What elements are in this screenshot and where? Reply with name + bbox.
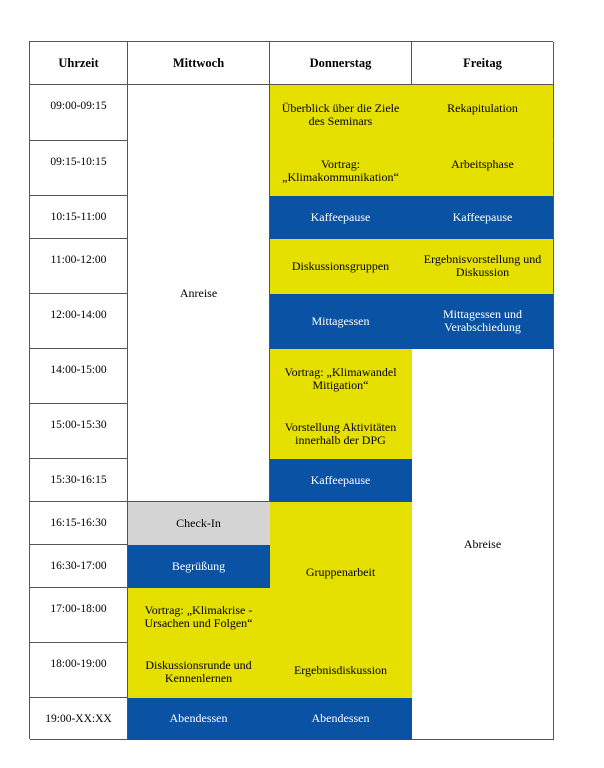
fri-rekapitulation: Rekapitulation xyxy=(412,85,554,141)
wed-check-in: Check-In xyxy=(128,502,270,545)
wed-abendessen: Abendessen xyxy=(128,698,270,740)
thu-kaffeepause-2: Kaffeepause xyxy=(270,459,412,502)
time-slot: 15:30-16:15 xyxy=(30,459,128,502)
time-slot: 16:30-17:00 xyxy=(30,545,128,588)
time-slot: 16:15-16:30 xyxy=(30,502,128,545)
wed-begruessung: Begrüßung xyxy=(128,545,270,588)
thu-gruppenarbeit: Gruppenarbeit xyxy=(270,502,412,643)
time-slot: 15:00-15:30 xyxy=(30,404,128,459)
wed-anreise: Anreise xyxy=(128,85,270,502)
wed-diskussionsrunde: Diskussionsrunde und Kennenlernen xyxy=(128,643,270,698)
thu-vorstellung-dpg: Vorstellung Aktivitäten innerhalb der DPG xyxy=(270,404,412,459)
header-thursday: Donnerstag xyxy=(270,42,412,85)
time-slot: 09:00-09:15 xyxy=(30,85,128,141)
time-slot: 12:00-14:00 xyxy=(30,294,128,349)
time-slot: 17:00-18:00 xyxy=(30,588,128,643)
time-slot: 14:00-15:00 xyxy=(30,349,128,404)
header-wednesday: Mittwoch xyxy=(128,42,270,85)
thu-ueberblick: Überblick über die Ziele des Seminars xyxy=(270,85,412,141)
wed-vortrag-klimakrise: Vortrag: „Klimakrise - Ursachen und Folgen“ xyxy=(128,588,270,643)
thu-abendessen: Abendessen xyxy=(270,698,412,740)
time-slot: 09:15-10:15 xyxy=(30,141,128,196)
fri-abreise: Abreise xyxy=(412,349,554,740)
fri-kaffeepause: Kaffeepause xyxy=(412,196,554,239)
time-slot: 19:00-XX:XX xyxy=(30,698,128,740)
time-slot: 10:15-11:00 xyxy=(30,196,128,239)
time-slot: 18:00-19:00 xyxy=(30,643,128,698)
schedule-table xyxy=(29,41,553,739)
thu-mittagessen: Mittagessen xyxy=(270,294,412,349)
fri-ergebnisvorstellung: Ergebnisvorstellung und Diskussion xyxy=(412,239,554,294)
thu-vortrag-mitigation: Vortrag: „Klimawandel Mitigation“ xyxy=(270,349,412,404)
fri-mittagessen-verabschiedung: Mittagessen und Verabschiedung xyxy=(412,294,554,349)
fri-arbeitsphase: Arbeitsphase xyxy=(412,141,554,196)
time-slot: 11:00-12:00 xyxy=(30,239,128,294)
header-friday: Freitag xyxy=(412,42,554,85)
thu-ergebnisdiskussion: Ergebnisdiskussion xyxy=(270,643,412,698)
header-time: Uhrzeit xyxy=(30,42,128,85)
thu-kaffeepause-1: Kaffeepause xyxy=(270,196,412,239)
thu-diskussionsgruppen: Diskussionsgruppen xyxy=(270,239,412,294)
thu-vortrag-klimakommunikation: Vortrag: „Klimakommunikation“ xyxy=(270,141,412,196)
